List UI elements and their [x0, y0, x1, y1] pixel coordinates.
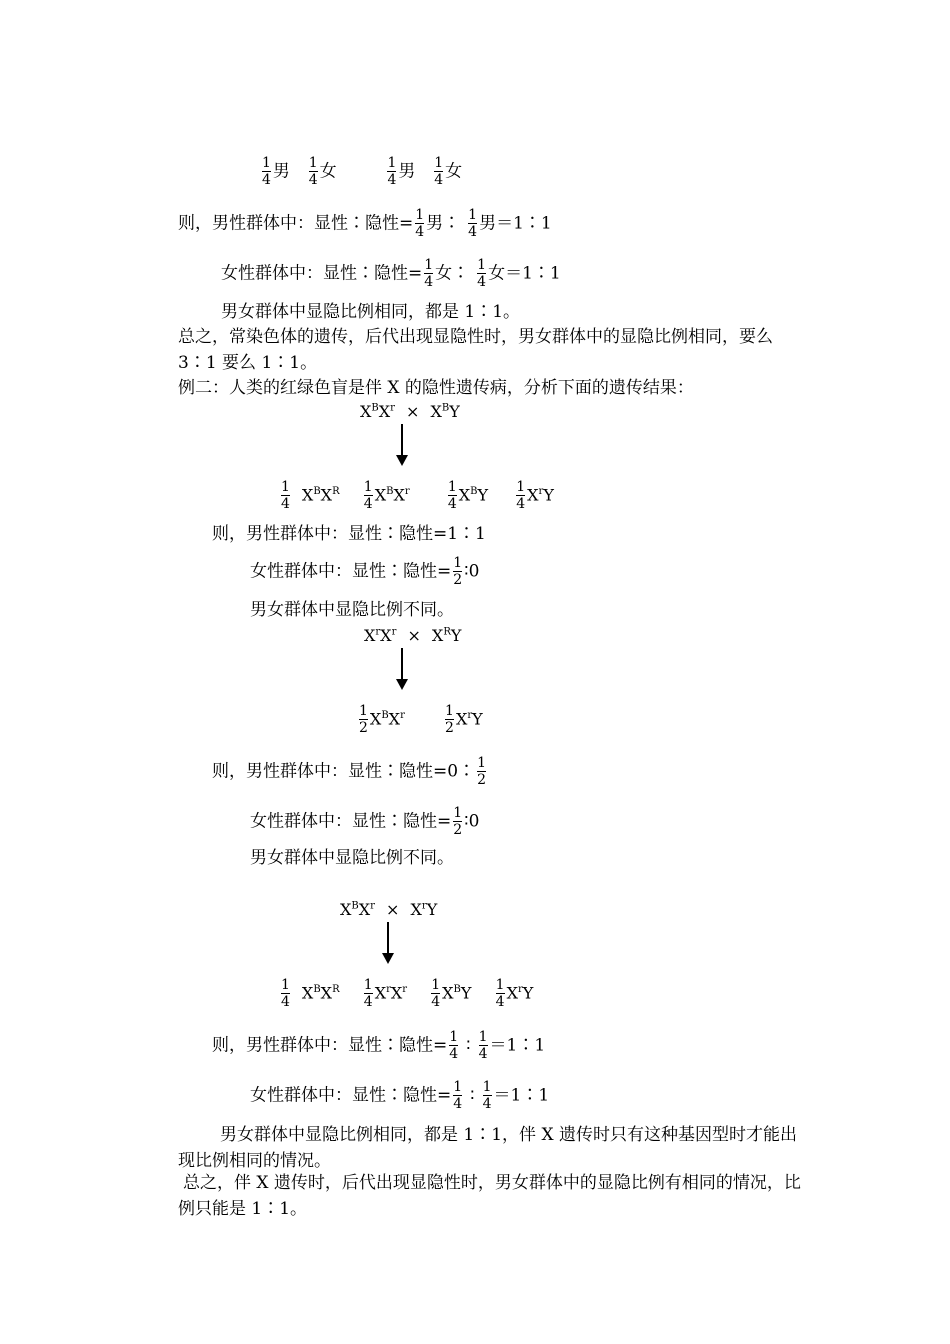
parent-cross-1: $X^BX^r \times X^BY$	[360, 402, 460, 421]
text: ∶	[466, 1035, 471, 1056]
text: ＝1∶1	[493, 1085, 550, 1106]
text: 女＝1∶1	[488, 263, 561, 284]
text: 男∶	[426, 213, 461, 234]
text: 总之，常染色体的遗传，后代出现显隐性时，男女群体中的显隐比例相同，要么 3∶1 要么 1∶1。	[178, 327, 773, 373]
fraction: $\frac{1}{4}$	[415, 207, 425, 240]
label-female: 女	[319, 161, 337, 182]
fraction: $\frac{1}{4}$	[478, 1029, 488, 1062]
arrow-down-icon	[387, 922, 389, 962]
text: 女性群体中：显性∶隐性=	[250, 1085, 452, 1106]
text: 女性群体中：显性∶隐性=	[221, 263, 423, 284]
different-ratio-line: 男女群体中显隐比例不同。	[250, 600, 454, 620]
text: ∶0	[464, 561, 480, 582]
times-symbol: ×	[386, 900, 400, 919]
fraction: $\frac{1}{4}$	[281, 977, 290, 1010]
fraction: $\frac{1}{2}$	[445, 703, 454, 736]
times-symbol: ×	[407, 626, 421, 645]
fraction: $\frac{1}{4}$	[453, 1079, 463, 1112]
fraction: $\frac{1}{4}$	[447, 479, 457, 512]
x-linked-summary	[178, 1170, 810, 1222]
fraction: $\frac{1}{4}$	[482, 1079, 492, 1112]
text: 男＝1∶1	[479, 213, 552, 234]
label-female: 女	[445, 161, 463, 182]
fraction: $\frac{1}{4}$	[262, 155, 271, 188]
same-ratio-line: 男女群体中显隐比例相同，都是 1∶1。	[221, 302, 521, 322]
fraction: $\frac{1}{2}$	[359, 703, 368, 736]
male-ratio-line	[212, 1030, 545, 1062]
example-two: 例二：人类的红绿色盲是伴 X 的隐性遗传病，分析下面的遗传结果：	[178, 378, 694, 398]
fraction: $\frac{1}{4}$	[477, 257, 487, 290]
label-male: 男	[272, 161, 290, 182]
offspring-row-2: $\frac{1}{2}$ $X^BX^r$ $\frac{1}{2}$ $X^rY$	[359, 703, 483, 736]
autosomal-summary	[178, 324, 810, 376]
parent-cross-2: $X^rX^r \times X^RY$	[364, 626, 462, 645]
text: 女∶	[435, 263, 470, 284]
text: 则，男性群体中：显性∶隐性=	[178, 213, 414, 234]
male-ratio-line	[178, 208, 552, 240]
female-ratio-line	[250, 1080, 549, 1112]
fraction: $\frac{1}{4}$	[308, 155, 318, 188]
female-ratio-line	[221, 258, 561, 290]
fraction: $\frac{1}{4}$	[363, 977, 373, 1010]
offspring-row-3: $\frac{1}{4}$ $X^BX^R$ $\frac{1}{4}$ $X^rX^r$ $\frac{1}{4}$ $X^BY$ $\frac{1}{4}$ $X^rY$	[281, 977, 534, 1010]
fraction: $\frac{1}{4}$	[516, 479, 526, 512]
offspring-fraction-row	[260, 156, 462, 188]
parent-cross-3: $X^BX^r \times X^rY$	[340, 900, 438, 919]
text: ∶	[470, 1085, 475, 1106]
text: 则，男性群体中：显性∶隐性=0∶	[212, 761, 476, 782]
fraction: $\frac{1}{4}$	[434, 155, 444, 188]
fraction: $\frac{1}{4}$	[495, 977, 505, 1010]
fraction: $\frac{1}{4}$	[281, 479, 290, 512]
x-linked-same-ratio	[178, 1122, 810, 1174]
text: ∶0	[464, 811, 480, 832]
fraction: $\frac{1}{2}$	[453, 805, 463, 838]
female-ratio-line	[250, 806, 479, 838]
arrow-down-icon	[401, 424, 403, 464]
fraction: $\frac{1}{2}$	[453, 555, 463, 588]
fraction: $\frac{1}{4}$	[363, 479, 373, 512]
text: 则，男性群体中：显性∶隐性=	[212, 1035, 448, 1056]
fraction: $\frac{1}{4}$	[431, 977, 441, 1010]
times-symbol: ×	[406, 402, 420, 421]
fraction: $\frac{1}{4}$	[449, 1029, 459, 1062]
male-ratio-line	[212, 756, 488, 788]
fraction: $\frac{1}{2}$	[477, 755, 486, 788]
label-male: 男	[398, 161, 416, 182]
fraction: $\frac{1}{4}$	[387, 155, 397, 188]
arrow-down-icon	[401, 648, 403, 688]
text: 男女群体中显隐比例相同，都是 1∶1，伴 X 遗传时只有这种基因型时才能出现比例相同的情况。	[178, 1125, 797, 1171]
fraction: $\frac{1}{4}$	[468, 207, 478, 240]
fraction: $\frac{1}{4}$	[424, 257, 434, 290]
text: 女性群体中：显性∶隐性=	[250, 811, 452, 832]
text: 总之，伴 X 遗传时，后代出现显隐性时，男女群体中的显隐比例有相同的情况，比例只能是 1∶1。	[178, 1173, 801, 1219]
male-ratio-line: 则，男性群体中：显性∶隐性=1∶1	[212, 524, 486, 544]
text: ＝1∶1	[489, 1035, 546, 1056]
offspring-row-1: $\frac{1}{4}$ $X^BX^R$ $\frac{1}{4}$ $X^BX^r$ $\frac{1}{4}$ $X^BY$ $\frac{1}{4}$ $X^rY$	[281, 479, 554, 512]
text: 女性群体中：显性∶隐性=	[250, 561, 452, 582]
female-ratio-line	[250, 556, 479, 588]
different-ratio-line: 男女群体中显隐比例不同。	[250, 848, 454, 868]
